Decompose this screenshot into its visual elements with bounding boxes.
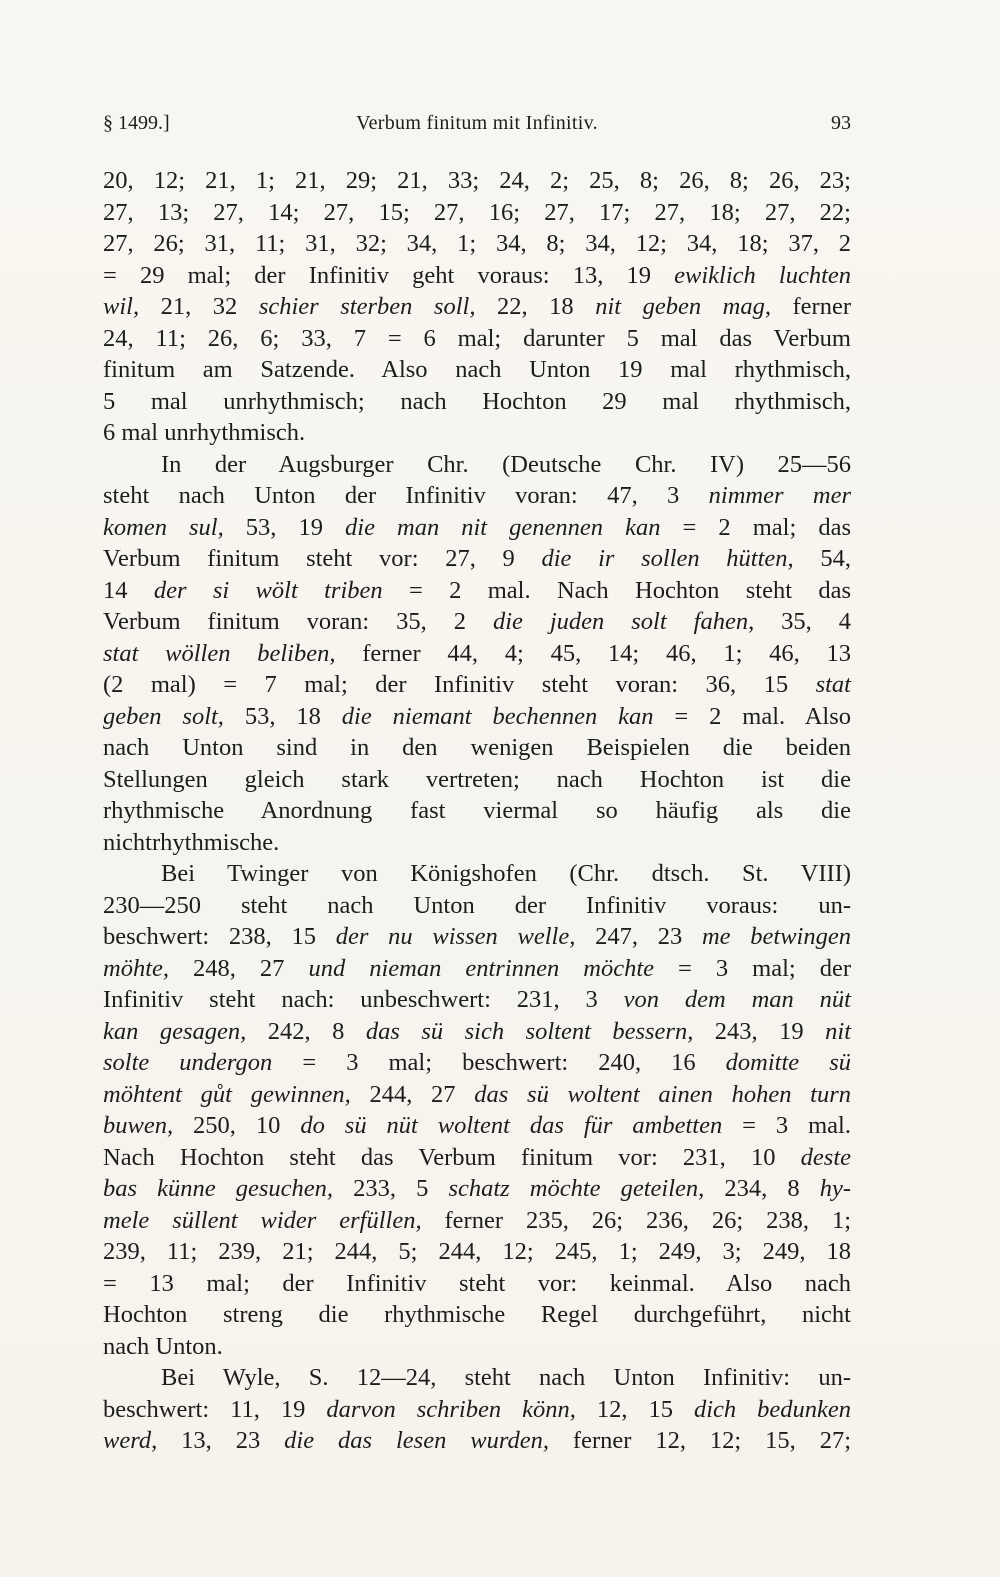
text-run: nach Unton. xyxy=(103,1332,223,1360)
text-run: 5 mal unrhythmisch; nach Hochton 29 mal rhythmisch, xyxy=(103,387,851,415)
text-run: 21, 32 xyxy=(139,293,259,320)
text-line xyxy=(103,1142,851,1174)
italic-quote: der si wölt triben xyxy=(153,576,383,604)
text-run: rhythmische Anordnung fast viermal so häufig als die xyxy=(103,797,851,824)
italic-quote: deste xyxy=(800,1143,851,1171)
text-run: ferner 44, 4; 45, 14; 46, 1; 46, 13 xyxy=(335,639,851,667)
running-title: Verbum finitum mit Infinitiv. xyxy=(356,112,598,134)
text-line xyxy=(103,921,851,953)
text-run: 53, 18 xyxy=(223,702,342,730)
italic-quote: werd, xyxy=(103,1427,158,1454)
text-run: 242, 8 xyxy=(246,1017,366,1045)
text-run: 54, xyxy=(793,545,851,572)
text-run: 53, 19 xyxy=(223,513,346,541)
section-number: § 1499.] xyxy=(103,112,170,134)
text-line xyxy=(103,890,851,922)
italic-quote: hy- xyxy=(819,1175,852,1202)
italic-quote: schier sterben soll, xyxy=(258,293,476,320)
italic-quote: do sü nüt woltent das für ambetten xyxy=(300,1112,723,1139)
text-run: 6 mal unrhythmisch. xyxy=(103,419,306,446)
italic-quote: möhtent gůt gewinnen, xyxy=(103,1080,351,1108)
text-line xyxy=(103,732,851,764)
text-run: 27, 13; 27, 14; 27, 15; 27, 16; 27, 17; 27, 18; 27, 22; xyxy=(103,198,851,226)
text-run: ferner xyxy=(770,293,851,320)
text-line xyxy=(103,606,851,638)
text-run: = 3 mal; der xyxy=(654,954,851,982)
text-line xyxy=(103,795,851,827)
text-run: = 2 mal. Also xyxy=(653,702,852,730)
text-run: beschwert: 238, 15 xyxy=(103,923,336,950)
text-run: 244, 27 xyxy=(350,1080,475,1108)
text-run: 20, 12; 21, 1; 21, 29; 21, 33; 24, 2; 25, 8; 26, 8; 26, 23; xyxy=(103,167,851,194)
text-run: nach Unton sind in den wenigen Beispielen die beiden xyxy=(103,734,851,761)
text-line xyxy=(103,1016,851,1048)
text-line xyxy=(103,1331,851,1363)
italic-quote: nit xyxy=(825,1017,852,1045)
text-line xyxy=(103,701,851,733)
text-line xyxy=(103,1394,851,1426)
text-run: Verbum finitum voran: 35, 2 xyxy=(103,608,493,635)
text-line xyxy=(103,827,851,859)
text-run: 35, 4 xyxy=(754,608,852,635)
text-line xyxy=(103,291,851,323)
italic-quote: die juden solt fahen, xyxy=(492,608,755,635)
italic-quote: dich bedunken xyxy=(693,1395,851,1423)
text-line xyxy=(103,512,851,544)
italic-quote: schatz möchte geteilen, xyxy=(448,1175,705,1202)
text-line xyxy=(103,1079,851,1111)
text-run: 250, 10 xyxy=(173,1112,301,1139)
text-run: finitum am Satzende. Also nach Unton 19 mal rhythmisch, xyxy=(103,356,851,383)
text-run: 230—250 steht nach Unton der Infinitiv voraus: un- xyxy=(103,891,851,919)
text-run: = 2 mal; das xyxy=(660,513,851,541)
text-line xyxy=(103,354,851,386)
text-line xyxy=(103,1047,851,1079)
text-line xyxy=(103,386,851,418)
text-line xyxy=(103,1425,851,1457)
text-line xyxy=(103,638,851,670)
italic-quote: die das lesen wurden, xyxy=(284,1427,549,1454)
italic-quote: wil, xyxy=(103,293,140,320)
italic-quote: die ir sollen hütten, xyxy=(541,545,794,572)
text-run: 14 xyxy=(103,576,154,604)
text-line xyxy=(103,1268,851,1300)
text-run: = 3 mal; beschwert: 240, 16 xyxy=(272,1049,726,1076)
italic-quote: der nu wissen welle, xyxy=(335,923,576,950)
text-run: = 2 mal. Nach Hochton steht das xyxy=(382,576,852,604)
text-run: Stellungen gleich stark vertreten; nach Hochton ist die xyxy=(103,765,851,793)
text-run: 233, 5 xyxy=(333,1175,449,1202)
running-header xyxy=(103,112,851,142)
text-run: Nach Hochton steht das Verbum finitum vor: 231, 10 xyxy=(103,1143,801,1171)
text-line xyxy=(103,449,851,481)
italic-quote: komen sul, xyxy=(103,513,224,541)
italic-quote: me betwingen xyxy=(701,923,851,950)
text-line xyxy=(103,669,851,701)
text-line xyxy=(103,953,851,985)
italic-quote: die niemant bechennen kan xyxy=(341,702,654,730)
text-run: 239, 11; 239, 21; 244, 5; 244, 12; 245, 1; 249, 3; 249, 18 xyxy=(103,1238,851,1265)
text-line xyxy=(103,984,851,1016)
text-run: 22, 18 xyxy=(475,293,596,320)
text-run: 248, 27 xyxy=(169,954,309,982)
italic-quote: das sü sich soltent bessern, xyxy=(365,1017,694,1045)
text-line xyxy=(103,1236,851,1268)
text-run: In der Augsburger Chr. (Deutsche Chr. IV) 25—56 xyxy=(161,450,851,478)
text-run: (2 mal) = 7 mal; der Infinitiv steht voran: 36, 15 xyxy=(103,671,816,698)
italic-quote: geben solt, xyxy=(103,702,224,730)
text-line xyxy=(103,323,851,355)
text-run: nichtrhythmische. xyxy=(103,828,280,856)
text-line xyxy=(103,1110,851,1142)
text-line xyxy=(103,1362,851,1394)
italic-quote: nimmer mer xyxy=(708,482,851,509)
italic-quote: domitte sü xyxy=(725,1049,851,1076)
italic-quote: stat xyxy=(815,671,851,698)
text-line xyxy=(103,575,851,607)
text-run: = 3 mal. xyxy=(722,1112,851,1139)
text-line xyxy=(103,1299,851,1331)
text-run: = 29 mal; der Infinitiv geht voraus: 13, 19 xyxy=(103,261,675,289)
text-run: steht nach Unton der Infinitiv voran: 47, 3 xyxy=(103,482,709,509)
text-run: ferner 235, 26; 236, 26; 238, 1; xyxy=(421,1206,851,1234)
text-run: beschwert: 11, 19 xyxy=(103,1395,327,1423)
italic-quote: und nieman entrinnen möchte xyxy=(308,954,655,982)
text-run: 13, 23 xyxy=(157,1427,285,1454)
text-line xyxy=(103,197,851,229)
text-run: 12, 15 xyxy=(575,1395,694,1423)
text-run: 234, 8 xyxy=(704,1175,820,1202)
text-line xyxy=(103,1205,851,1237)
italic-quote: mele süllent wider erfüllen, xyxy=(103,1206,422,1234)
text-line xyxy=(103,480,851,512)
body-text xyxy=(103,165,851,1457)
italic-quote: von dem man nüt xyxy=(623,986,851,1013)
italic-quote: stat wöllen beliben, xyxy=(103,639,336,667)
text-line xyxy=(103,228,851,260)
text-run: = 13 mal; der Infinitiv steht vor: keinmal. Also nach xyxy=(103,1269,851,1297)
text-run: 27, 26; 31, 11; 31, 32; 34, 1; 34, 8; 34, 12; 34, 18; 37, 2 xyxy=(103,230,851,257)
text-line xyxy=(103,1173,851,1205)
italic-quote: buwen, xyxy=(103,1112,174,1139)
text-line xyxy=(103,858,851,890)
italic-quote: möhte, xyxy=(103,954,169,982)
text-run: Bei Wyle, S. 12—24, steht nach Unton Infinitiv: un- xyxy=(161,1364,851,1391)
text-line xyxy=(103,764,851,796)
text-run: 24, 11; 26, 6; 33, 7 = 6 mal; darunter 5 mal das Verbum xyxy=(103,324,851,352)
italic-quote: ewiklich luchten xyxy=(674,261,851,289)
text-line xyxy=(103,543,851,575)
text-run: Hochton streng die rhythmische Regel durchgeführt, nicht xyxy=(103,1301,851,1328)
text-line xyxy=(103,260,851,292)
italic-quote: bas künne gesuchen, xyxy=(103,1175,334,1202)
text-run: 243, 19 xyxy=(693,1017,826,1045)
text-run: ferner 12, 12; 15, 27; xyxy=(548,1427,851,1454)
italic-quote: nit geben mag, xyxy=(595,293,771,320)
text-line xyxy=(103,417,851,449)
text-run: Verbum finitum steht vor: 27, 9 xyxy=(103,545,542,572)
text-line xyxy=(103,165,851,197)
text-run: 247, 23 xyxy=(575,923,702,950)
italic-quote: das sü woltent ainen hohen turn xyxy=(474,1080,852,1108)
italic-quote: darvon schriben könn, xyxy=(326,1395,576,1423)
italic-quote: die man nit genennen kan xyxy=(345,513,661,541)
italic-quote: kan gesagen, xyxy=(103,1017,247,1045)
text-run: Bei Twinger von Königshofen (Chr. dtsch. St. VIII) xyxy=(161,860,851,887)
text-run: Infinitiv steht nach: unbeschwert: 231, 3 xyxy=(103,986,624,1013)
page-number: 93 xyxy=(831,112,851,134)
italic-quote: solte undergon xyxy=(103,1049,273,1076)
